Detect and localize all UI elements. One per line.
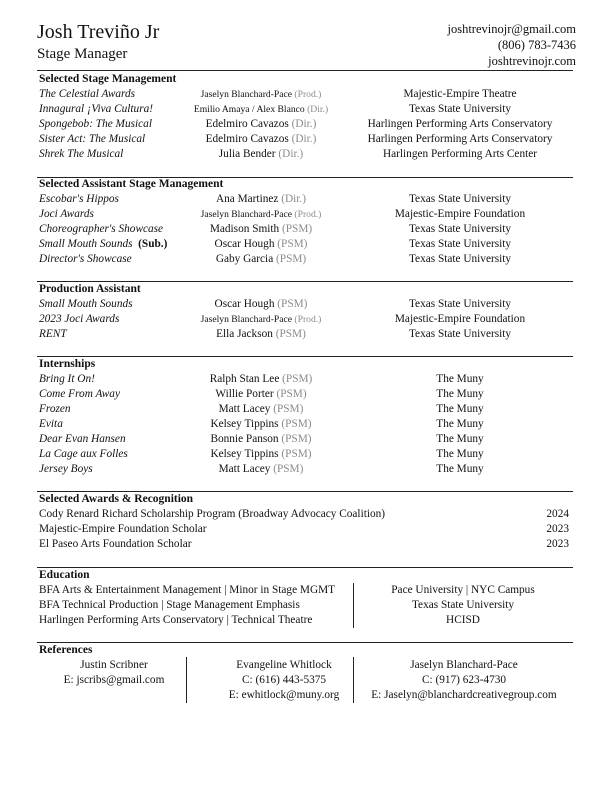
show-title xyxy=(39,207,94,222)
show-name: Shrek The Musical xyxy=(39,148,124,160)
show-title xyxy=(39,432,126,447)
person-role: (PSM) xyxy=(277,238,308,250)
person-role: (PSM) xyxy=(281,448,312,460)
show-name: Director's Showcase xyxy=(39,253,132,265)
show-title xyxy=(39,222,163,237)
person-name: Jaselyn Blanchard-Pace xyxy=(200,89,293,100)
credit-row xyxy=(39,147,571,162)
credit-person xyxy=(167,462,355,477)
credit-row xyxy=(39,387,571,402)
person-role: (PSM) xyxy=(277,298,308,310)
education-school: HCISD xyxy=(446,614,480,626)
show-title xyxy=(39,327,67,342)
credit-row xyxy=(39,102,571,117)
reference-name: Justin Scribner xyxy=(80,659,148,671)
credit-row xyxy=(39,312,571,327)
credit-person xyxy=(167,432,355,447)
credit-person xyxy=(167,117,355,132)
education-row xyxy=(39,583,571,598)
credit-person xyxy=(167,252,355,267)
show-name: Sister Act: The Musical xyxy=(39,133,146,145)
show-name: Choreographer's Showcase xyxy=(39,223,164,235)
credit-person xyxy=(167,132,355,147)
person-role: (PSM) xyxy=(282,223,313,235)
person-name: Emilio Amaya / Alex Blanco xyxy=(193,104,305,115)
person-name: Bonnie Panson xyxy=(210,433,279,445)
resume-title: Stage Manager xyxy=(37,46,128,62)
reference-email[interactable]: E: Jaselyn@blanchardcreativegroup.com xyxy=(371,689,557,701)
reference-phone: C: (616) 443-5375 xyxy=(241,674,327,686)
show-name: Evita xyxy=(39,418,63,430)
award-year: 2024 xyxy=(546,508,569,520)
reference-email[interactable]: E: jscribs@gmail.com xyxy=(63,674,165,686)
venue: Harlingen Performing Arts Conservatory xyxy=(367,118,553,130)
credit-person xyxy=(167,312,355,327)
person-name: Ella Jackson xyxy=(216,328,273,340)
education-school: Texas State University xyxy=(411,599,515,611)
person-name: Kelsey Tippins xyxy=(210,448,279,460)
credit-row xyxy=(39,462,571,477)
credit-row xyxy=(39,132,571,147)
person-role: (Dir.) xyxy=(291,118,317,130)
person-role: (Dir.) xyxy=(281,193,307,205)
credit-row xyxy=(39,117,571,132)
section-divider xyxy=(37,70,573,71)
education-row xyxy=(39,613,571,628)
award-row xyxy=(39,537,571,552)
person-role: (PSM) xyxy=(273,403,304,415)
reference-phone: C: (917) 623-4730 xyxy=(421,674,507,686)
show-title xyxy=(39,402,71,417)
contact-email[interactable]: joshtrevinojr@gmail.com xyxy=(447,22,576,36)
person-name: Willie Porter xyxy=(215,388,274,400)
credit-row xyxy=(39,372,571,387)
venue: Texas State University xyxy=(408,103,512,115)
person-name: Matt Lacey xyxy=(218,403,271,415)
section-title: Selected Stage Management xyxy=(39,73,177,85)
reference-1 xyxy=(39,658,189,688)
award-year: 2023 xyxy=(546,538,569,550)
section-title: Selected Assistant Stage Management xyxy=(39,178,224,190)
award-name: Cody Renard Richard Scholarship Program (Broadway Advocacy Coalition) xyxy=(39,508,386,520)
credit-person xyxy=(167,192,355,207)
credit-row xyxy=(39,402,571,417)
column-divider xyxy=(353,657,354,703)
show-title xyxy=(39,417,63,432)
credit-person xyxy=(167,237,355,252)
reference-3 xyxy=(359,658,569,703)
sub-badge: (Sub.) xyxy=(138,238,168,250)
show-name: Escobar's Hippos xyxy=(39,193,119,205)
section-title: Internships xyxy=(39,358,96,370)
column-divider xyxy=(186,657,187,703)
venue: Majestic-Empire Foundation xyxy=(394,313,526,325)
person-role: (PSM) xyxy=(276,388,307,400)
credit-row xyxy=(39,327,571,342)
venue: The Muny xyxy=(436,373,484,385)
section-title: Production Assistant xyxy=(39,283,141,295)
credit-person xyxy=(167,87,355,102)
stage-management-section xyxy=(39,72,571,162)
education-degree: BFA Arts & Entertainment Management | Minor in Stage MGMT xyxy=(39,584,336,596)
person-role: (Prod.) xyxy=(294,314,322,325)
venue: Texas State University xyxy=(408,223,512,235)
person-role: (PSM) xyxy=(273,463,304,475)
show-title xyxy=(39,132,145,147)
resume-name: Josh Treviño Jr xyxy=(37,21,160,43)
contact-block xyxy=(447,21,576,69)
contact-phone: (806) 783-7436 xyxy=(497,38,576,52)
show-name: Innagural ¡Viva Cultura! xyxy=(39,103,154,115)
credit-person xyxy=(167,447,355,462)
credit-row xyxy=(39,222,571,237)
show-title xyxy=(39,102,153,117)
venue: Majestic-Empire Theatre xyxy=(403,88,517,100)
education-section xyxy=(39,568,571,628)
show-title xyxy=(39,387,120,402)
credit-row xyxy=(39,447,571,462)
education-school: Pace University | NYC Campus xyxy=(391,584,535,596)
show-name: Dear Evan Hansen xyxy=(39,433,126,445)
person-name: Matt Lacey xyxy=(218,463,271,475)
person-name: Jaselyn Blanchard-Pace xyxy=(200,314,293,325)
education-row xyxy=(39,598,571,613)
show-name: Spongebob: The Musical xyxy=(39,118,152,130)
column-divider xyxy=(353,583,354,628)
person-name: Oscar Hough xyxy=(214,298,275,310)
venue: The Muny xyxy=(436,388,484,400)
reference-email[interactable]: E: ewhitlock@muny.org xyxy=(228,689,340,701)
person-name: Edelmiro Cavazos xyxy=(205,133,289,145)
award-row xyxy=(39,522,571,537)
show-title xyxy=(39,117,152,132)
show-name: Frozen xyxy=(39,403,71,415)
show-name: La Cage aux Folles xyxy=(39,448,128,460)
section-title: References xyxy=(39,644,93,656)
credit-person xyxy=(167,207,355,222)
award-row xyxy=(39,507,571,522)
credit-person xyxy=(167,147,355,162)
person-name: Jaselyn Blanchard-Pace xyxy=(200,209,293,220)
credit-person xyxy=(167,327,355,342)
person-role: (PSM) xyxy=(281,433,312,445)
venue: The Muny xyxy=(436,463,484,475)
venue: Harlingen Performing Arts Center xyxy=(382,148,538,160)
references-columns xyxy=(39,658,571,703)
show-title xyxy=(39,447,128,462)
reference-name: Jaselyn Blanchard-Pace xyxy=(410,659,518,671)
show-name: Small Mouth Sounds xyxy=(39,238,133,250)
venue: Texas State University xyxy=(408,253,512,265)
credit-row xyxy=(39,87,571,102)
show-name: The Celestial Awards xyxy=(39,88,136,100)
credit-person xyxy=(167,417,355,432)
person-role: (PSM) xyxy=(281,418,312,430)
person-role: (Prod.) xyxy=(294,89,322,100)
award-name: El Paseo Arts Foundation Scholar xyxy=(39,538,192,550)
person-role: (PSM) xyxy=(276,253,307,265)
section-title: Selected Awards & Recognition xyxy=(39,493,194,505)
person-name: Julia Bender xyxy=(218,148,276,160)
awards-section xyxy=(39,492,571,552)
section-title: Education xyxy=(39,569,90,581)
assistant-stage-management-section xyxy=(39,177,571,267)
show-name: Jersey Boys xyxy=(39,463,93,475)
venue: Texas State University xyxy=(408,193,512,205)
venue: The Muny xyxy=(436,433,484,445)
person-name: Oscar Hough xyxy=(214,238,275,250)
show-title xyxy=(39,147,123,162)
person-name: Ralph Stan Lee xyxy=(209,373,280,385)
person-name: Ana Martinez xyxy=(215,193,279,205)
credit-row xyxy=(39,432,571,447)
credit-person xyxy=(167,222,355,237)
venue: Harlingen Performing Arts Conservatory xyxy=(367,133,553,145)
show-title xyxy=(39,252,132,267)
show-title xyxy=(39,312,119,327)
credit-row xyxy=(39,192,571,207)
award-name: Majestic-Empire Foundation Scholar xyxy=(39,523,207,535)
education-degree: BFA Technical Production | Stage Management Emphasis xyxy=(39,599,300,611)
venue: Texas State University xyxy=(408,298,512,310)
person-name: Madison Smith xyxy=(209,223,280,235)
credit-person xyxy=(167,372,355,387)
person-role: (PSM) xyxy=(275,328,306,340)
credit-person xyxy=(167,387,355,402)
references-section xyxy=(39,643,571,703)
show-name: 2023 Joci Awards xyxy=(39,313,120,325)
show-name: Joci Awards xyxy=(39,208,94,220)
award-year: 2023 xyxy=(546,523,569,535)
credit-person xyxy=(167,102,355,117)
reference-name: Evangeline Whitlock xyxy=(236,659,332,671)
credit-row xyxy=(39,237,571,252)
education-degree: Harlingen Performing Arts Conservatory | Technical Theatre xyxy=(39,614,313,626)
person-name: Kelsey Tippins xyxy=(210,418,279,430)
show-name: Bring It On! xyxy=(39,373,95,385)
credit-row xyxy=(39,207,571,222)
venue: Majestic-Empire Foundation xyxy=(394,208,526,220)
person-role: (Dir.) xyxy=(307,104,329,115)
venue: Texas State University xyxy=(408,238,512,250)
credit-row xyxy=(39,252,571,267)
venue: The Muny xyxy=(436,418,484,430)
person-role: (PSM) xyxy=(282,373,313,385)
venue: Texas State University xyxy=(408,328,512,340)
show-title xyxy=(39,192,119,207)
show-title xyxy=(39,462,93,477)
internships-section xyxy=(39,357,571,477)
person-role: (Prod.) xyxy=(294,209,322,220)
venue: The Muny xyxy=(436,448,484,460)
show-name: Small Mouth Sounds xyxy=(39,298,133,310)
credit-row xyxy=(39,417,571,432)
reference-2 xyxy=(189,658,379,703)
person-role: (Dir.) xyxy=(291,133,317,145)
person-name: Gaby Garcia xyxy=(215,253,274,265)
show-title xyxy=(39,297,133,312)
person-name: Edelmiro Cavazos xyxy=(205,118,289,130)
production-assistant-section xyxy=(39,282,571,342)
show-title xyxy=(39,372,95,387)
venue: The Muny xyxy=(436,403,484,415)
show-title xyxy=(39,237,167,252)
show-name: RENT xyxy=(39,328,67,340)
show-name: Come From Away xyxy=(39,388,120,400)
person-role: (Dir.) xyxy=(278,148,304,160)
contact-website[interactable]: joshtrevinojr.com xyxy=(488,54,576,68)
show-title xyxy=(39,87,135,102)
credit-person xyxy=(167,402,355,417)
credit-row xyxy=(39,297,571,312)
credit-person xyxy=(167,297,355,312)
